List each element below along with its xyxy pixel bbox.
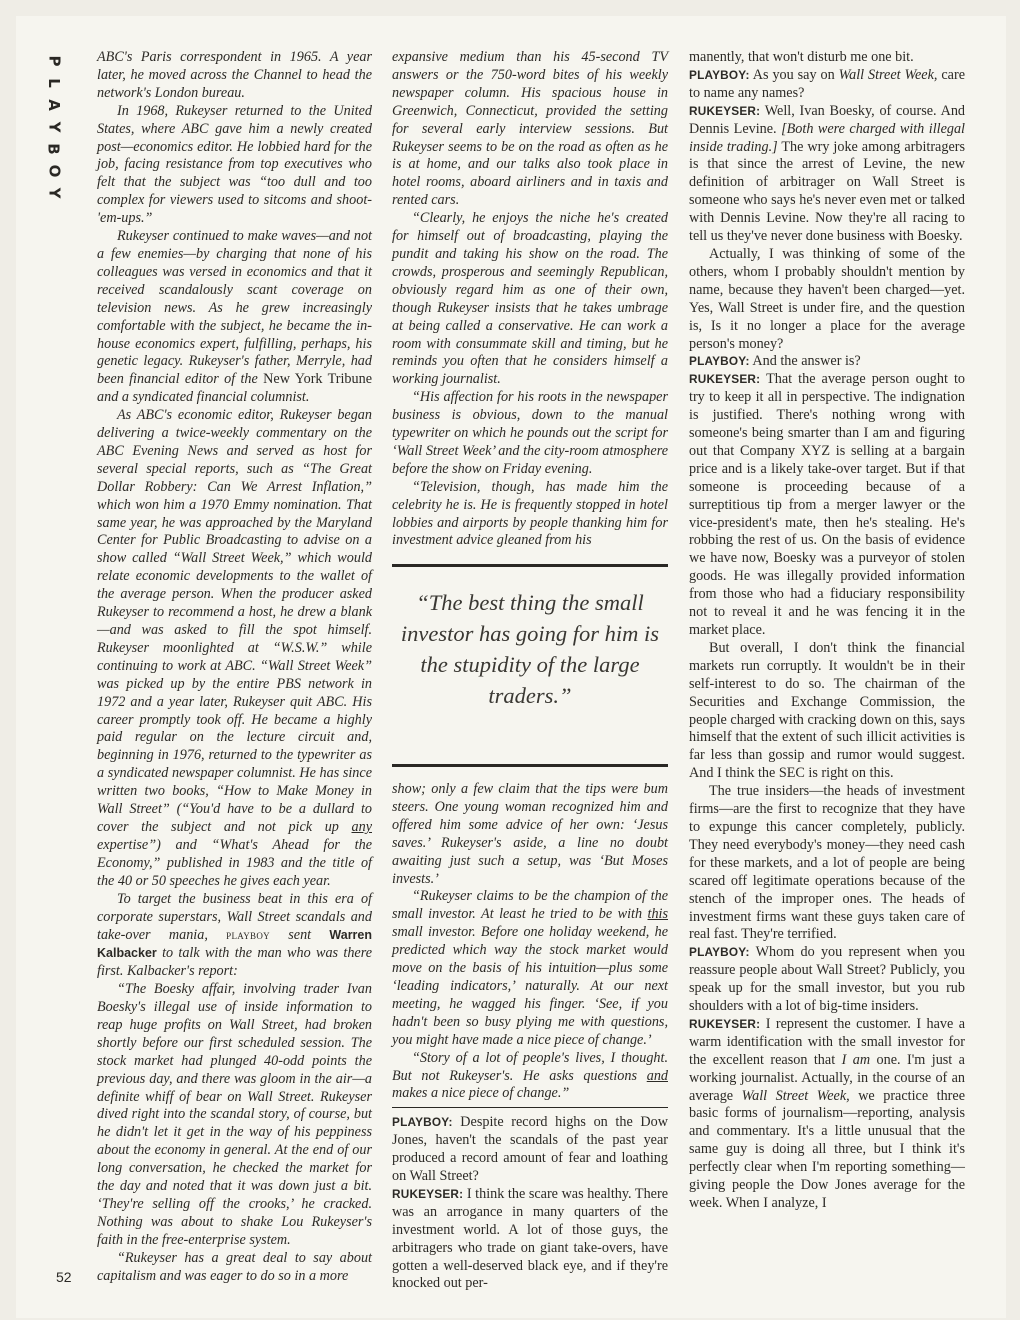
answer-continued: manently, that won't disturb me one bit.	[689, 49, 914, 65]
question: PLAYBOY: As you say on Wall Street Week, care to name any names?	[689, 66, 965, 101]
speaker-label: PLAYBOY:	[689, 354, 750, 369]
speaker-label: RUKEYSER:	[689, 1016, 761, 1031]
page-number: 52	[56, 1269, 72, 1285]
paragraph: show; only a few claim that the tips were bum steers. One young woman recognized him and offered him some advice of her own: ‘Jesus saves.’ Rukeyser's aside, a line no doubt awaiting just such a setup, was ‘But Moses invests.’	[392, 781, 668, 887]
pull-quote: “The best thing the small investor has going for him is the stupidity of the large traders.”	[400, 590, 660, 708]
paragraph: In 1968, Rukeyser returned to the United States, where ABC gave him a newly created post—economics editor. He lobbied hard for the job, facing resistance from top executives who felt that the subject was “too dull and too complex for viewers used to sitcoms and shoot-'em-ups.”	[97, 102, 372, 227]
paragraph: To target the business beat in this era of corporate superstars, Wall Street scandals and take-over mania, playboy sent Warren Kalbacker to talk with the man who was there first. Kalbacker's report:	[97, 890, 373, 980]
magazine-page	[16, 16, 1006, 1318]
speaker-label: RUKEYSER:	[689, 372, 761, 387]
masthead-letter: O	[44, 164, 63, 178]
question: PLAYBOY: Despite record highs on the Dow Jones, haven't the scandals of the past year produced a record amount of fear and loathing on Wall Street?	[392, 1114, 669, 1185]
masthead-letter: L	[45, 78, 63, 88]
speaker-label: RUKEYSER:	[392, 1186, 464, 1201]
paragraph: “Story of a lot of people's lives, I thought. But not Rukeyser's. He asks questions and makes a nice piece of change.”	[392, 1049, 668, 1102]
column-3	[689, 49, 965, 1213]
paragraph: “His affection for his roots in the newspaper business is obvious, down to the manual typewriter on which he pounds out the script for ‘Wall Street Week’ and the city-room atmosphere before the show on Friday evening.	[392, 389, 668, 477]
masthead-letter: A	[44, 99, 63, 111]
masthead-letter: P	[45, 55, 63, 67]
author-name: Warren Kalbacker	[97, 928, 373, 961]
speaker-label: PLAYBOY:	[689, 945, 750, 960]
paragraph: But overall, I don't think the financial markets run corruptly. It wouldn't be in their self-interest to do so. The chairman of the Securities and Exchange Commission, the people charged with cracking down on this, says himself that the extent of such illicit activities is far less than gossip and rumor would suggest. And I think the SEC is right on this.	[689, 639, 965, 782]
paragraph: As ABC's economic editor, Rukeyser began delivering a twice-weekly commentary on the ABC Evening News and served as host for several special reports, such as “The Great Dollar Robbery: Can We Arrest Inflation,” which won him a 1970 Emmy nomination. That same year, he was approached by the Maryland Center for Public Broadcasting to advise on a show called “Wall Street Week,” which would relate economic developments to the wallet of the average person. When the producer asked Rukeyser to recommend a host, he drew a blank—and was asked to fill the spot himself. Rukeyser moonlighted at “W.S.W.” while continuing to work at ABC. “Wall Street Week” was picked up by the entire PBS network in 1972 and a year later, Rukeyser quit ABC. His career promptly took off. He became a highly paid regular on the lecture circuit and, beginning in 1976, returned to the typewriter as a syndicated newspaper columnist. He has since written two books, “How to Make Money in Wall Street” (“You'd have to be a dullard to cover the subject and not pick up any expertise”) and “What's Ahead for the Economy,” published in 1983 and the title of the 40 or 50 speeches he gives each year.	[97, 407, 372, 889]
masthead-letter: Y	[45, 121, 63, 133]
paragraph: Rukeyser continued to make waves—and not a few enemies—by charging that none of his colleagues was versed in economics and that it received scandalously scant coverage on television news. As he grew increasingly comfortable with the subject, he became the in-house economics expert, fulfilling, perhaps, his genetic legacy. Rukeyser's father, Merryle, had been financial editor of the New York Tribune and a syndicated financial columnist.	[97, 228, 372, 406]
question: PLAYBOY: And the answer is?	[689, 353, 861, 370]
paragraph: The true insiders—the heads of investment firms—are the first to recognize that they have to expunge this cancer completely, publicly. They need everybody's money—they need cash for these markets, and a lot of people are being scared off legitimate operations because of the stench of the improper ones. The heads of investment firms want these guys taken care of real fast. They're terrified.	[689, 783, 965, 943]
column-2-bottom	[392, 781, 668, 1293]
speaker-label: RUKEYSER:	[689, 103, 761, 118]
paragraph: Actually, I was thinking of some of the others, whom I probably shouldn't mention by name, because they haven't been charged—yet. Yes, Wall Street is under fire, and the question is, Is it no longer a place for the average person's money?	[689, 245, 965, 352]
paragraph: “Rukeyser claims to be the champion of the small investor. At least he tried to be with this small investor. Before one holiday weekend, he predicted which way the stock market would move on the basis of his intuition—plus some ‘leading indicators,’ naturally. At our next meeting, he wagged his finger. ‘See, if you hadn't been so busy plying me with questions, you might have made a nice piece of change.’	[392, 888, 669, 1048]
paragraph: “The Boesky affair, involving trader Ivan Boesky's illegal use of inside information to reap huge profits on Wall Street, had broken shortly before our first scheduled session. The stock market had plunged 40-odd points the previous day, and there was gloom in the air—a definite whiff of bear on Wall Street. Rukeyser dived right into the scandal story, of course, but he didn't let it get in the way of his peppiness about the economy in general. At the end of our long conversation, he checked the market for the day and noted that it was down just a bit. ‘They're selling off the crooks,’ he cracked. Nothing was about to shake Lou Rukeyser's faith in the free-enterprise system.	[97, 981, 372, 1248]
section-divider	[392, 1107, 668, 1108]
answer: RUKEYSER: Well, Ivan Boesky, of course. And Dennis Levine. [Both were charged with illegal inside trading.] The wry joke among arbitragers is that since the arrest of Levine, the new definition of arbitrager on Wall Street is someone who says he's never even met or talked with Dennis Levine. Now they're all racing to tell us they've never done business with Boesky.	[689, 102, 966, 245]
paragraph: “Television, though, has made him the celebrity he is. He is frequently stopped in hotel lobbies and airports by people thanking him for investment advice gleaned from his	[392, 478, 668, 549]
answer: RUKEYSER: I represent the customer. I have a warm identification with the small investor for the excellent reason that I am one. I'm just a working journalist. Actually, in the course of an average Wall Street Week, we practice three basic forms of journalism—reporting, analysis and commentary. It's a little unusual that the same guy is doing all three, but I think it's perfectly clear when I'm reporting something—giving people the Dow Jones average for the week. When I analyze, I	[689, 1015, 966, 1211]
vertical-masthead	[39, 50, 69, 204]
column-2-top	[392, 49, 668, 550]
newspaper-name: New York Tribune	[263, 371, 372, 388]
masthead-letter: Y	[45, 187, 63, 199]
answer: RUKEYSER: That the average person ought to try to keep it all in perspective. The indignation is justified. There's nothing wrong with someone's being smarter than I am and figuring out that Company XYZ is selling at a bargain price and is a likely take-over target. But if that someone is proceeding because of a surreptitious tip from a merger lawyer or the vice-president's mate, then he's stealing. He's robbing the rest of us. On the basis of evidence we have now, Boesky was a purveyor of stolen goods. He was illegally provided information from those who had a fiduciary responsibility not to reveal it and he was fencing it in the market place.	[689, 371, 966, 638]
paragraph: ABC's Paris correspondent in 1965. A year later, he moved across the Channel to head the network's London bureau.	[97, 49, 372, 101]
masthead-letter: B	[45, 143, 63, 155]
paragraph: expansive medium than his 45-second TV answers or the 750-word bites of his weekly newspaper column. His spacious house in Greenwich, Connecticut, provided the setting for several early interview sessions. But Rukeyser seems to be on the road as often as he is at home, and our talks also took place in hotel rooms, aboard airliners and in taxis and rented cars.	[392, 49, 668, 209]
column-1	[97, 49, 372, 1286]
speaker-label: PLAYBOY:	[392, 1115, 453, 1130]
pull-quote-box	[392, 564, 668, 767]
question: PLAYBOY: Whom do you represent when you reassure people about Wall Street? Publicly, you speak up for the small investor, but you rub shoulders with a lot of big-time insiders.	[689, 944, 965, 1015]
speaker-label: PLAYBOY:	[689, 67, 750, 82]
paragraph: “Rukeyser has a great deal to say about capitalism and was eager to do so in a more	[97, 1249, 372, 1284]
paragraph: “Clearly, he enjoys the niche he's created for himself out of broadcasting, playing the pundit and taking his show on the road. The crowds, prosperous and seemingly Republican, obviously regard him as one of their own, though Rukeyser insists that he takes umbrage at being called a conservative. He can work a room with consummate skill and timing, but he reminds you often that he considers himself a working journalist.	[392, 210, 668, 388]
answer: RUKEYSER: I think the scare was healthy. There was an arrogance in many quarters of the investment world. A lot of those guys, the arbitragers who trade on giant take-overs, have gotten a well-deserved black eye, and if they're knocked out per-	[392, 1185, 668, 1292]
